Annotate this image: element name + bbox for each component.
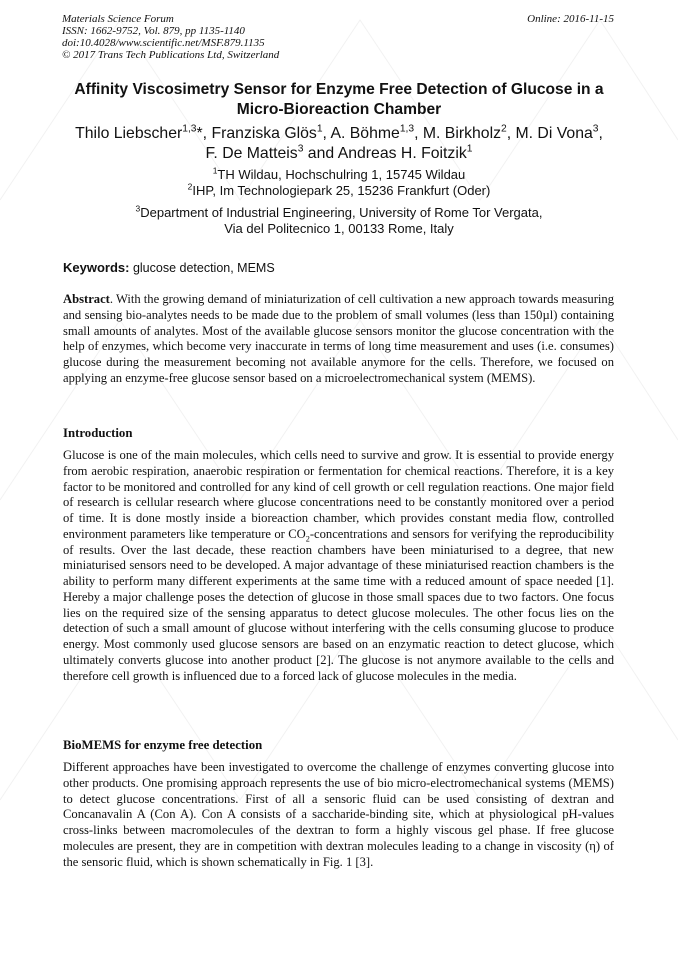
author-sep: *, xyxy=(196,125,212,142)
author: M. Birkholz xyxy=(422,125,501,142)
aff-sup: 1 xyxy=(212,165,218,176)
abstract xyxy=(63,292,614,387)
title-line: Affinity Viscosimetry Sensor for Enzyme Free Detection of Glucose in a xyxy=(74,81,604,98)
title-line: Micro-Bioreaction Chamber xyxy=(236,101,442,118)
affiliation xyxy=(40,183,638,199)
keywords-label: Keywords: xyxy=(63,260,130,275)
author-sup: 3 xyxy=(592,123,599,135)
author-sup: 1,3 xyxy=(399,123,415,135)
doi: doi:10.4028/www.scientific.net/MSF.879.1135 xyxy=(62,37,265,49)
intro-text: Glucose is one of the main molecules, which cells need to survive and grow. It is essential to provide energy from aerobic respiration, anaerobic respiration or fermentation for chemical reactions. Therefore, it is a key factor to be monitored and controlled for any kind of cell growth or cell regulation reactions. One major field of research is cellular research where glucose concentrations need to be constantly monitored over a period of time. It is done mostly inside a bioreaction chamber, which provides constant media flow, controlled environment parameters like temperature or CO xyxy=(63,448,614,541)
introduction-paragraph xyxy=(63,448,614,684)
author-sup: 1 xyxy=(466,143,473,155)
abstract-label: Abstract xyxy=(63,292,110,306)
author: M. Di Vona xyxy=(515,125,593,142)
aff-sup: 3 xyxy=(135,203,141,214)
section-heading-biomems: BioMEMS for enzyme free detection xyxy=(63,738,263,752)
issn: ISSN: 1662-9752, Vol. 879, pp 1135-1140 xyxy=(62,25,245,37)
section-heading-introduction: Introduction xyxy=(63,426,133,440)
author: Franziska Glös xyxy=(211,125,317,142)
author-sup: 1,3 xyxy=(182,123,197,135)
author-sep: , xyxy=(598,125,603,142)
author: F. De Matteis xyxy=(205,145,298,162)
affiliation xyxy=(40,167,638,183)
author-sep: , xyxy=(414,125,423,142)
author-sep: , xyxy=(322,125,331,142)
aff-text: Via del Politecnico 1, 00133 Rome, Italy xyxy=(224,220,454,236)
journal-header xyxy=(62,13,279,61)
author: A. Böhme xyxy=(330,125,400,142)
online-date: Online: 2016-11-15 xyxy=(527,13,614,25)
subscript: 2 xyxy=(305,534,310,544)
author-sup: 3 xyxy=(297,143,304,155)
author-sup: 2 xyxy=(501,123,507,135)
aff-sup: 2 xyxy=(187,181,193,192)
biomems-paragraph: Different approaches have been investigated to overcome the challenge of enzymes converting glucose into other products. One promising approach represents the use of bio micro-electromechanical systems (MEMS) to detect glucose concentrations. First of all a sensoric fluid can be used consisting of dextran and Concanavalin A (Con A). Con A consists of a saccharide-binding site, which at physiological pH-values cross-links between macromolecules of the dextran to form a highly viscous gel phase. If free glucose molecules are present, they are in competition with dextran molecules leading to a change in viscosity (η) of the sensoric fluid, which is shown schematically in Fig. 1 [3]. xyxy=(63,760,614,869)
author-sup: 1 xyxy=(316,123,323,135)
aff-text: IHP, Im Technologiepark 25, 15236 Frankfurt (Oder) xyxy=(192,182,491,198)
author-sep: , xyxy=(506,125,516,142)
author: Thilo Liebscher xyxy=(75,125,183,142)
affiliations-1-2 xyxy=(40,167,638,198)
journal-name: Materials Science Forum xyxy=(62,13,174,25)
copyright: © 2017 Trans Tech Publications Ltd, Switzerland xyxy=(62,49,280,61)
author-sep: and xyxy=(303,145,338,162)
aff-text: Department of Industrial Engineering, University of Rome Tor Vergata, xyxy=(140,205,543,220)
abstract-text: . With the growing demand of miniaturization of cell cultivation a new approach towards measuring and sensing bio-analytes needs to be made due to the problem of small volumes (less than 150µl) containing small amounts of analytes. Most of the available glucose sensors monitor the glucose concentration with the help of enzymes, which become very inaccurate in terms of long time measurement and uses (i.e. consumes) glucose during the measurement becoming not available anymore for the cells. Therefore, we focused on applying an enzyme-free glucose sensor based on a microelectromechanical system (MEMS). xyxy=(63,292,614,385)
keywords xyxy=(63,260,275,275)
author-list xyxy=(40,124,638,164)
paper-title xyxy=(40,80,638,120)
aff-text: TH Wildau, Hochschulring 1, 15745 Wildau xyxy=(217,167,466,182)
intro-text: -concentrations and sensors for verifying the reproducibility of results. Over the last decade, these reaction chambers have been miniaturised to a degree, that new miniaturised sensors need to be developed. A major advantage of these miniaturised reaction chambers is the ability to perform many different experiments at the same time with a reduced amount of space needed [1]. Hereby a major challenge poses the detection of glucose in those small spaces due to two factors. One focus lies on the required size of the sensing apparatus to detect glucose molecules. The other focus lies on the detection of such a small amount of glucose without interfering with the cells consuming glucose to produce energy. Most commonly used glucose sensors are based on an enzymatic reaction to detect glucose, which ultimately converts glucose into another product [2]. The glucose is not anymore available to the cells and therefore cell growth is influenced due to a forced lack of glucose molecules in the media. xyxy=(63,526,614,683)
author: Andreas H. Foitzik xyxy=(337,145,467,162)
keywords-value: glucose detection, MEMS xyxy=(129,261,275,275)
affiliation-3 xyxy=(40,205,638,236)
